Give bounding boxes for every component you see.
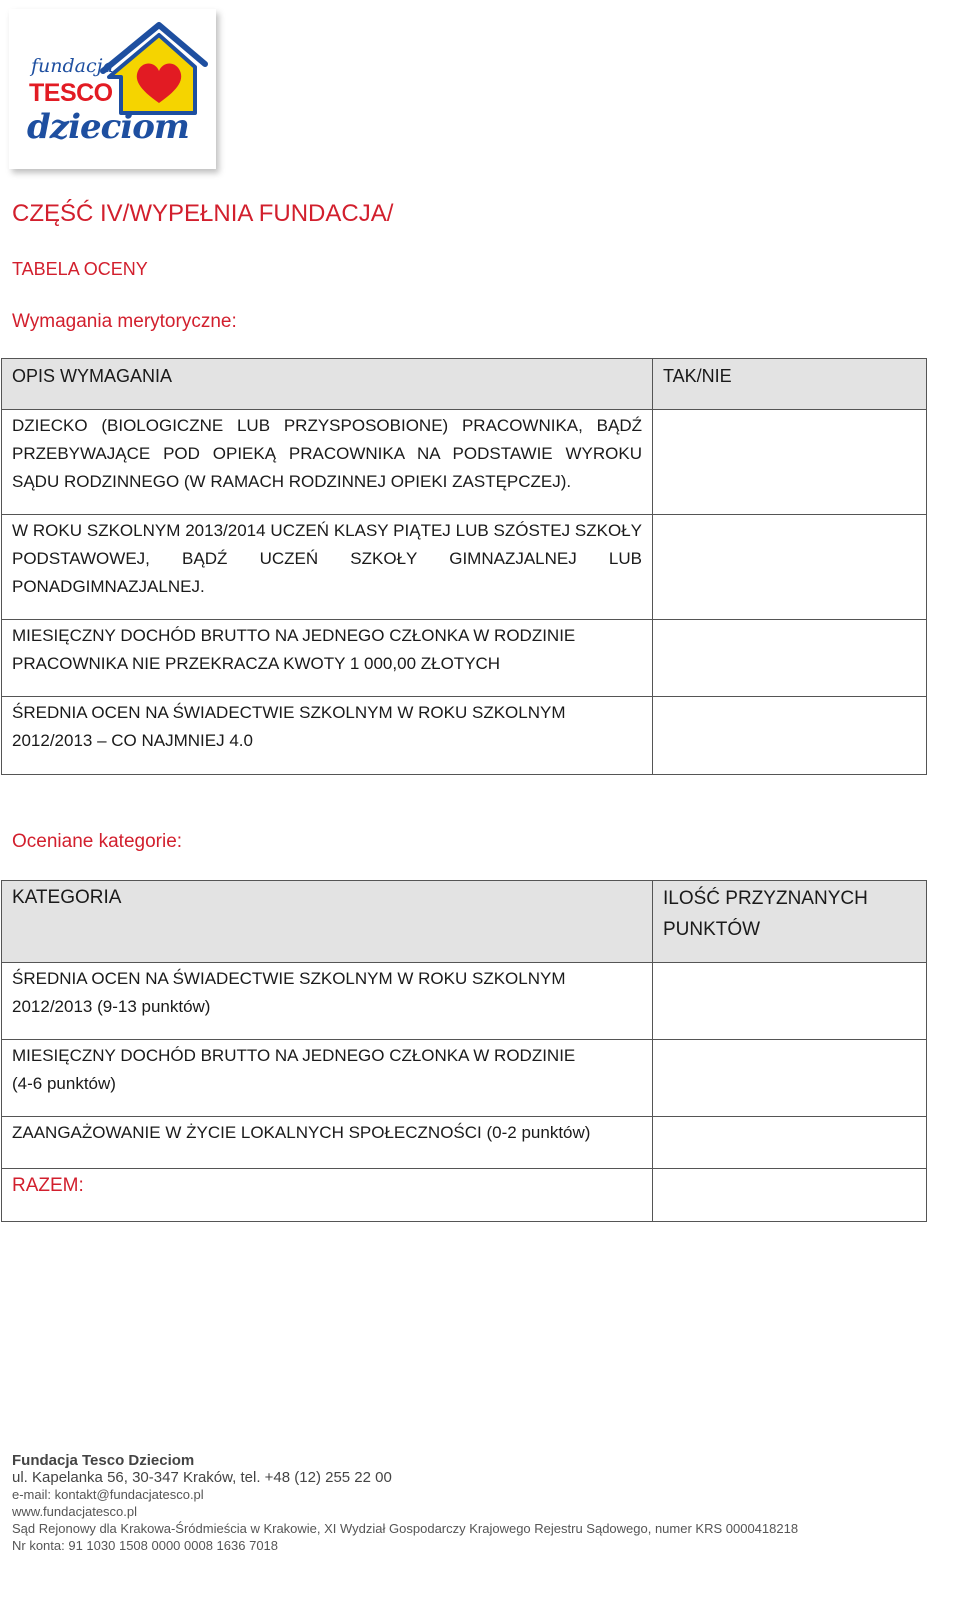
requirement-text-line: MIESIĘCZNY DOCHÓD BRUTTO NA JEDNEGO CZŁONKA W RODZINIE — [12, 626, 576, 645]
footer-website: www.fundacjatesco.pl — [12, 1504, 138, 1519]
requirement-text: DZIECKO (BIOLOGICZNE LUB PRZYSPOSOBIONE) PRACOWNIKA, BĄDŹ PRZEBYWAJĄCE POD OPIEKĄ PRACOWNIKA NA PODSTAWIE WYROKU SĄDU RODZINNEGO (W RAMACH RODZINNEJ OPIEKI ZASTĘPCZEJ). — [2, 410, 653, 515]
column-header-points-line: PUNKTÓW — [663, 919, 761, 940]
fundacja-tesco-logo — [9, 9, 216, 169]
answer-cell[interactable] — [653, 620, 927, 697]
footer-organization-name: Fundacja Tesco Dzieciom — [12, 1452, 195, 1469]
footer-bank-account: Nr konta: 91 1030 1508 0000 0008 1636 7018 — [12, 1538, 279, 1553]
requirement-text-line: ŚREDNIA OCEN NA ŚWIADECTWIE SZKOLNYM W ROKU SZKOLNYM — [12, 703, 566, 722]
category-text-line: 2012/2013 (9-13 punktów) — [12, 997, 211, 1016]
requirement-text — [2, 620, 653, 697]
categories-heading: Oceniane kategorie: — [12, 831, 183, 852]
total-label: RAZEM: — [12, 1175, 84, 1196]
column-header-category: KATEGORIA — [2, 881, 653, 963]
requirements-table — [1, 358, 927, 775]
table-row — [2, 515, 927, 620]
column-header-points — [653, 881, 927, 963]
logo-text-fundacja: fundacja — [31, 55, 114, 77]
table-row — [2, 1117, 927, 1169]
footer — [12, 1452, 798, 1554]
column-header-answer: TAK/NIE — [653, 359, 927, 410]
footer-address: ul. Kapelanka 56, 30-347 Kraków, tel. +48 (12) 255 22 00 — [12, 1469, 392, 1486]
requirement-text: W ROKU SZKOLNYM 2013/2014 UCZEŃ KLASY PIĄTEJ LUB SZÓSTEJ SZKOŁY PODSTAWOWEJ, BĄDŹ UCZEŃ SZKOŁY GIMNAZJALNEJ LUB PONADGIMNAZJALNEJ. — [2, 515, 653, 620]
category-text-line: ZAANGAŻOWANIE W ŻYCIE LOKALNYCH SPOŁECZNOŚCI (0-2 punktów) — [12, 1123, 591, 1142]
table-row — [2, 963, 927, 1040]
table-header-row — [2, 359, 927, 410]
categories-table — [1, 880, 927, 1222]
category-text — [2, 1040, 653, 1117]
answer-cell[interactable] — [653, 410, 927, 515]
table-header-row — [2, 881, 927, 963]
column-header-points-line: ILOŚĆ PRZYZNANYCH — [663, 888, 868, 909]
logo-text-dzieciom: dzieciom — [27, 107, 189, 147]
answer-cell[interactable] — [653, 697, 927, 775]
category-text-line: MIESIĘCZNY DOCHÓD BRUTTO NA JEDNEGO CZŁONKA W RODZINIE — [12, 1046, 576, 1065]
category-text — [2, 963, 653, 1040]
footer-email: e-mail: kontakt@fundacjatesco.pl — [12, 1487, 204, 1502]
table-row — [2, 620, 927, 697]
table-row — [2, 697, 927, 775]
points-cell[interactable] — [653, 963, 927, 1040]
requirement-text — [2, 697, 653, 775]
table-title: TABELA OCENY — [12, 259, 148, 279]
total-points-cell[interactable] — [653, 1169, 927, 1222]
total-row — [2, 1169, 927, 1222]
points-cell[interactable] — [653, 1117, 927, 1169]
category-text — [2, 1117, 653, 1169]
table-row — [2, 410, 927, 515]
requirements-heading: Wymagania merytoryczne: — [12, 311, 237, 332]
requirement-text-line: PRACOWNIKA NIE PRZEKRACZA KWOTY 1 000,00 ZŁOTYCH — [12, 654, 501, 673]
section-title: CZĘŚĆ IV/WYPEŁNIA FUNDACJA/ — [12, 200, 394, 227]
table-row — [2, 1040, 927, 1117]
total-label-cell — [2, 1169, 653, 1222]
logo-text-tesco: TESCO — [29, 79, 113, 107]
footer-court-registration: Sąd Rejonowy dla Krakowa-Śródmieścia w Krakowie, XI Wydział Gospodarczy Krajowego Rejestru Sądowego, numer KRS 0000418218 — [12, 1521, 799, 1536]
category-text-line: ŚREDNIA OCEN NA ŚWIADECTWIE SZKOLNYM W ROKU SZKOLNYM — [12, 969, 566, 988]
answer-cell[interactable] — [653, 515, 927, 620]
column-header-description: OPIS WYMAGANIA — [2, 359, 653, 410]
points-cell[interactable] — [653, 1040, 927, 1117]
requirement-text-line: 2012/2013 – CO NAJMNIEJ 4.0 — [12, 731, 253, 750]
category-text-line: (4-6 punktów) — [12, 1074, 116, 1093]
